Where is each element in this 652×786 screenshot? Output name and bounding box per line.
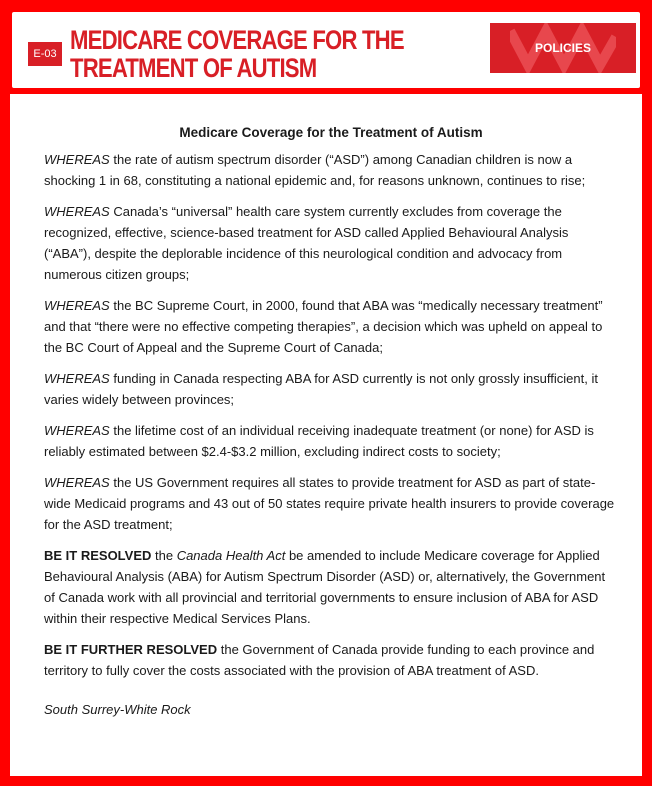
whereas-clause xyxy=(44,472,618,535)
whereas-clause xyxy=(44,295,618,358)
clause-text: funding in Canada respecting ABA for ASD currently is not only grossly insufficient, it varies widely between provinces; xyxy=(44,371,598,407)
policies-tab-label: POLICIES xyxy=(534,41,591,55)
page-title: MEDICARE COVERAGE FOR THE TREATMENT OF AUTISM xyxy=(70,25,404,83)
whereas-clause xyxy=(44,201,618,285)
policies-tab[interactable] xyxy=(490,23,636,73)
resolved-text-after: be amended to include Medicare coverage for Applied Behavioural Analysis (ABA) for Autism Spectrum Disorder (ASD) or, alternatively, the Government of Canada work with all provincial and territorial governments to ensure inclusion of ABA for ASD within their respective Medical Services Plans. xyxy=(44,548,606,626)
policy-code-badge: E-03 xyxy=(28,42,62,66)
whereas-label: WHEREAS xyxy=(44,423,110,438)
act-name: Canada Health Act xyxy=(176,548,286,563)
document-title: Medicare Coverage for the Treatment of Autism xyxy=(179,125,483,140)
page-header xyxy=(12,12,640,88)
whereas-label: WHEREAS xyxy=(44,204,110,219)
clause-text: the BC Supreme Court, in 2000, found that ABA was “medically necessary treatment” and that “there were no effective competing therapies”, a decision which was upheld on appeal to the BC Court of Appeal and the Supreme Court of Canada; xyxy=(44,298,603,355)
further-resolved-text: the Government of Canada provide funding to each province and territory to fully cover the costs associated with the provision of ABA treatment of ASD. xyxy=(44,642,595,678)
whereas-label: WHEREAS xyxy=(44,152,110,167)
resolved-text-before: the xyxy=(151,548,177,563)
sponsor-riding: South Surrey-White Rock xyxy=(44,702,191,717)
resolved-clause xyxy=(44,545,618,629)
further-resolved-clause xyxy=(44,639,618,681)
clause-text: the lifetime cost of an individual receiving inadequate treatment (or none) for ASD is reliably estimated between $2.4-$3.2 million, excluding indirect costs to society; xyxy=(44,423,594,459)
clause-text: the rate of autism spectrum disorder (“ASD”) among Canadian children is now a shocking 1 in 68, constituting a national epidemic and, for reasons unknown, continues to rise; xyxy=(44,152,586,188)
further-resolved-label: BE IT FURTHER RESOLVED xyxy=(44,642,218,657)
document-body xyxy=(10,94,642,776)
whereas-label: WHEREAS xyxy=(44,475,110,490)
whereas-label: WHEREAS xyxy=(44,298,110,313)
whereas-clause xyxy=(44,420,618,462)
clause-text: Canada’s “universal” health care system currently excludes from coverage the recognized, effective, science-based treatment for ASD called Applied Behavioural Analysis (“ABA”), despite the deplorable incidence of this neurological condition and advocacy from numerous citizen groups; xyxy=(44,204,569,282)
resolved-label: BE IT RESOLVED xyxy=(44,548,152,563)
clause-text: the US Government requires all states to provide treatment for ASD as part of state-wide Medicaid programs and 43 out of 50 states require private health insurers to provide coverage for the ASD treatment; xyxy=(44,475,615,532)
whereas-clause xyxy=(44,368,618,410)
whereas-clause xyxy=(44,149,618,191)
whereas-label: WHEREAS xyxy=(44,371,110,386)
